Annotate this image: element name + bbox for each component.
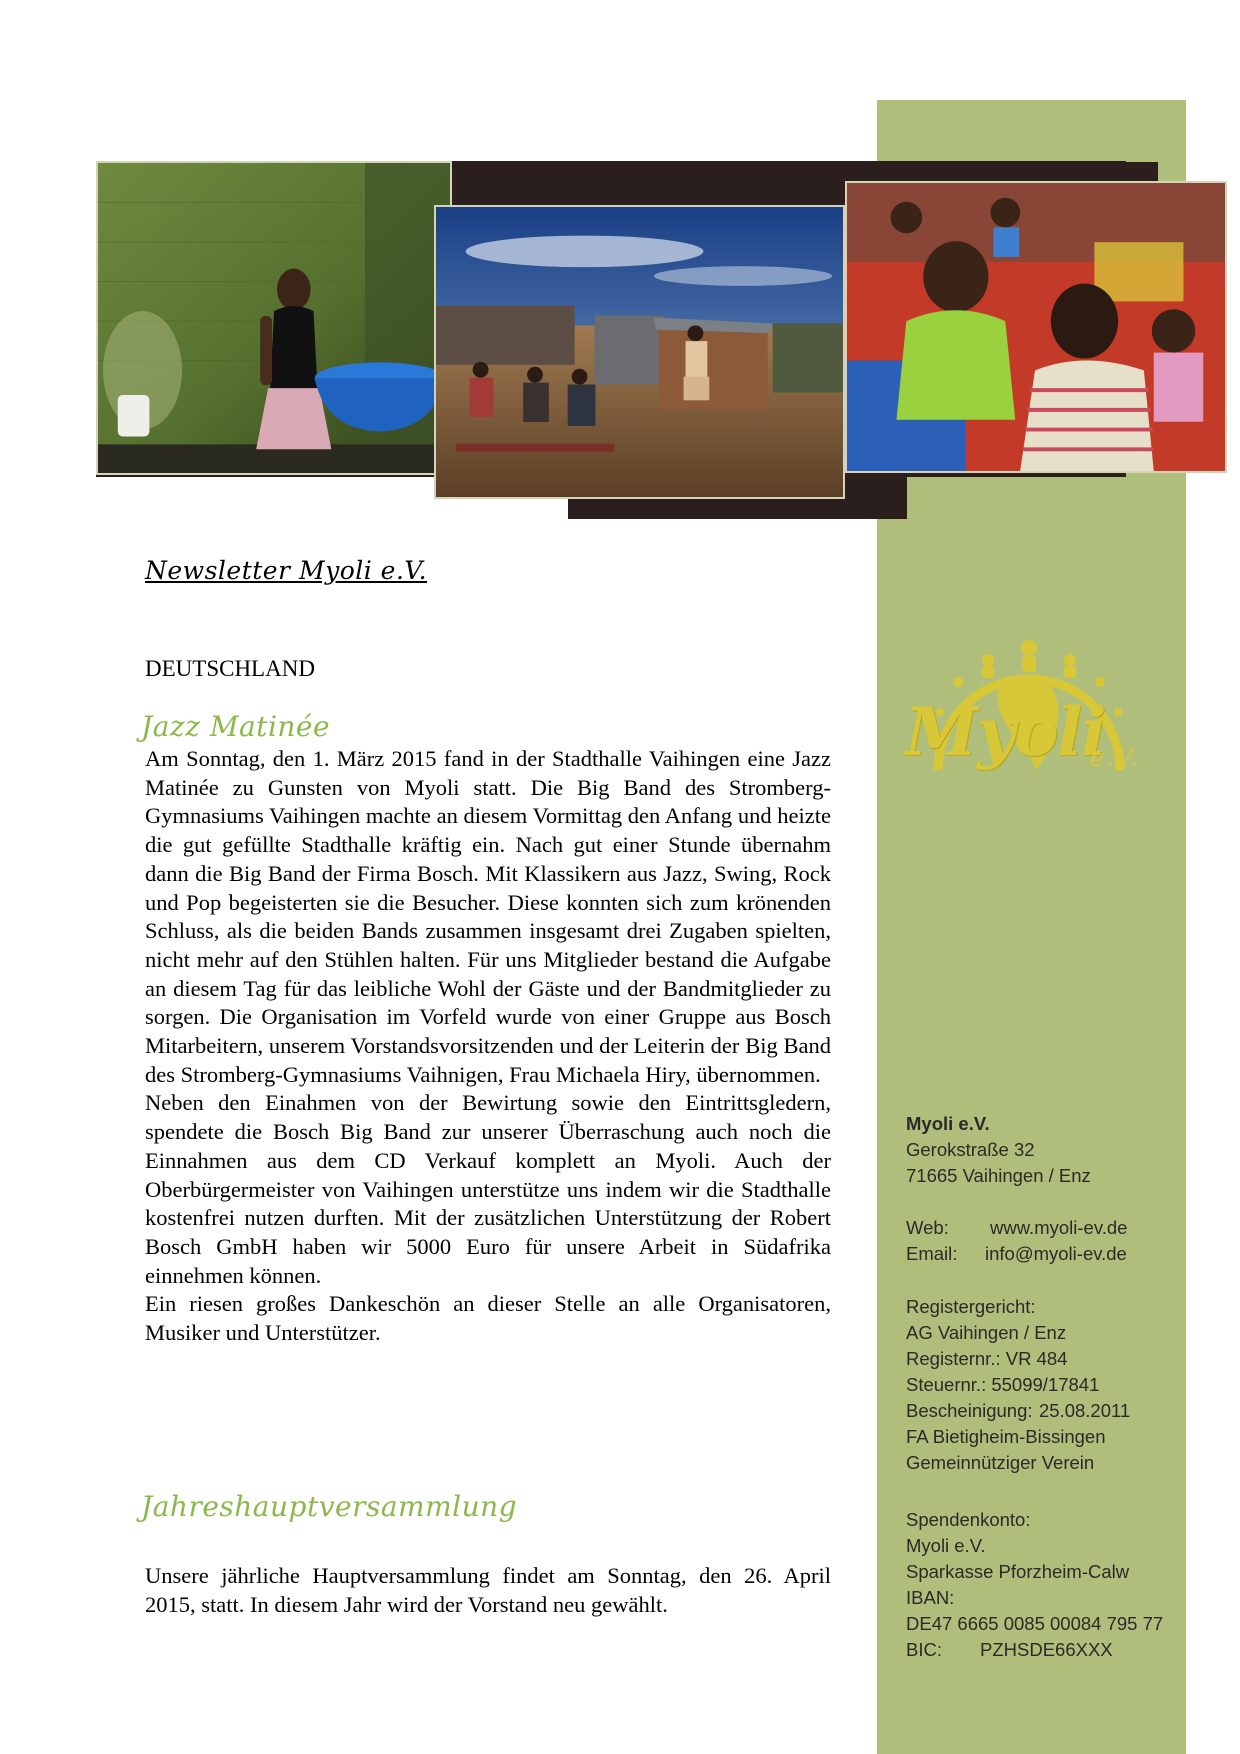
bank-holder: Myoli e.V. (906, 1535, 986, 1556)
bic-value: PZHSDE66XXX (980, 1639, 1113, 1660)
nonprofit-status: Gemeinnütziger Verein (906, 1452, 1095, 1473)
jahreshauptversammlung-heading: Jahreshauptversammlung (141, 1490, 518, 1523)
register-court-label: Registergericht: (906, 1296, 1036, 1317)
bic-label: BIC: (906, 1639, 942, 1660)
tax-office: FA Bietigheim-Bissingen (906, 1426, 1106, 1447)
street-address: Gerokstraße 32 (906, 1139, 1035, 1160)
register-number: Registernr.: VR 484 (906, 1348, 1068, 1369)
org-name: Myoli e.V. (906, 1113, 990, 1134)
registration-block (906, 1294, 1176, 1476)
register-court: AG Vaihingen / Enz (906, 1322, 1067, 1343)
web-contact-block (906, 1215, 1176, 1267)
email-label: Email: (906, 1243, 958, 1264)
tax-number: Steuernr.: 55099/17841 (906, 1374, 1100, 1395)
address-block (906, 1111, 1176, 1189)
city-address: 71665 Vaihingen / Enz (906, 1165, 1091, 1186)
website-link[interactable]: www.myoli-ev.de (990, 1217, 1128, 1238)
jahreshauptversammlung-body (145, 1562, 831, 1619)
jazz-matinee-body (145, 745, 831, 1348)
jazz-paragraph-1: Am Sonntag, den 1. März 2015 fand in der Stadthalle Vaihingen eine Jazz Matinée zu Gunsten von Myoli statt. Die Big Band des Stromberg-Gymnasiums Vaihingen machte an diesem Vormittag den Anfang und heizte die gut gefüllte Stadthalle kräftig ein. Nach gut einer Stunde übernahm dann die Big Band der Firma Bosch. Mit Klassikern aus Jazz, Swing, Rock und Pop begeisterten sie die Besucher. Diese konnten sich zum krönenden Schluss, als die beiden Bands zusammen insgesamt drei Zugaben spielten, nicht mehr auf den Stühlen halten. Für uns Mitglieder bestand die Aufgabe an diesem Tag für das leibliche Wohl der Gäste und der Bandmitglieder zu sorgen. Die Organisation im Vorfeld wurde von einer Gruppe aus Bosch Mitarbeitern, unserem Vorstandsvorsitzenden und der Leiterin der Big Band des Stromberg-Gymnasiums Vaihnigen, Frau Michaela Hiry, übernommen. (145, 746, 831, 1087)
region-label: DEUTSCHLAND (145, 656, 315, 681)
jazz-matinee-heading: Jazz Matinée (141, 710, 331, 743)
bank-account-block (906, 1507, 1176, 1663)
jhv-paragraph-1: Unsere jährliche Hauptversammlung findet am Sonntag, den 26. April 2015, statt. In diesem Jahr wird der Vorstand neu gewählt. (145, 1563, 831, 1617)
certificate-date: 25.08.2011 (1039, 1400, 1131, 1421)
certificate-label: Bescheinigung: (906, 1400, 1033, 1421)
township-shacks-photo (434, 205, 845, 499)
iban-value: DE47 6665 0085 00084 795 77 (906, 1613, 1164, 1634)
email-link[interactable]: info@myoli-ev.de (985, 1243, 1127, 1264)
newsletter-title: Newsletter Myoli e.V. (145, 556, 428, 585)
myoli-logo-wordmark: Myoli (905, 693, 1106, 771)
jazz-paragraph-2: Neben den Einahmen von der Bewirtung sowie den Eintrittsgledern, spendete die Bosch Big Band zur unserer Überraschung auch noch die Einnahmen aus dem CD Verkauf komplett an Myoli. Auch der Oberbürgermeister von Vaihingen unterstütze uns indem wir die Stadthalle kostenfrei nutzen durften. Mit der zusätzlichen Unterstützung der Robert Bosch GmbH haben wir 5000 Euro für unsere Arbeit in Südafrika einnehmen können. (145, 1090, 831, 1288)
woman-with-washbasin-photo (96, 161, 452, 475)
bank-name: Sparkasse Pforzheim-Calw (906, 1561, 1130, 1582)
web-label: Web: (906, 1217, 949, 1238)
iban-label: IBAN: (906, 1587, 955, 1608)
myoli-logo-suffix: e.V. (1090, 744, 1141, 772)
bank-heading: Spendenkonto: (906, 1509, 1031, 1530)
children-in-classroom-photo (845, 181, 1227, 473)
jazz-paragraph-3: Ein riesen großes Dankeschön an dieser Stelle an alle Organisatoren, Musiker und Unterstützer. (145, 1291, 831, 1346)
